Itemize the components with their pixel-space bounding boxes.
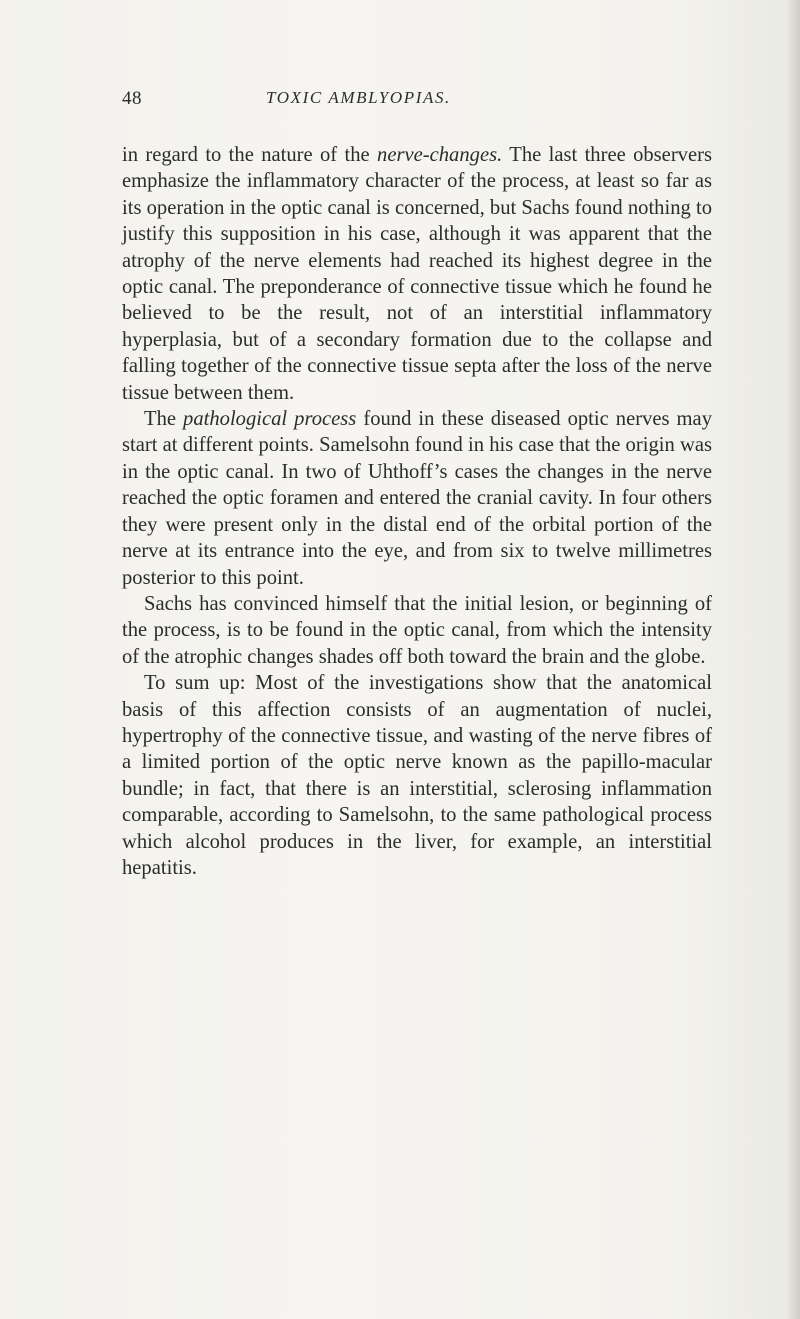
paragraph-2 xyxy=(122,406,712,591)
running-head xyxy=(0,88,800,112)
paragraph-1-italic: nerve-changes. xyxy=(377,144,503,166)
page-edge-shadow xyxy=(786,0,800,1319)
page-number: 48 xyxy=(122,88,142,109)
body-text xyxy=(122,142,712,881)
paragraph-2-lead: The xyxy=(144,408,184,431)
running-title: TOXIC AMBLYOPIAS. xyxy=(266,88,451,107)
paragraph-4: To sum up: Most of the investigations show that the anatomical basis of this affection consists of an augmentation of nuclei, hypertrophy of the connective tissue, and wasting of the nerve fibres of a limited portion of the optic nerve known as the papillo-macular bundle; in fact, that there is an interstitial, sclerosing inflammation comparable, according to Samelsohn, to the same pathological process which alcohol produces in the liver, for example, an interstitial hepatitis. xyxy=(122,672,712,879)
paragraph-1-lead: in regard to the nature of the xyxy=(122,144,378,166)
paragraph-1-rest: The last three observers emphasize the inflammatory character of the process, at least so far as its operation in the optic canal is concerned, but Sachs found nothing to justify this supposition in his case, although it was apparent that the atrophy of the nerve elements had reached its highest degree in the optic canal. The preponderance of connective tissue which he found he believed to be the result, not of an interstitial inflammatory hyperplasia, but of a secondary formation due to the collapse and falling together of the connective tissue septa after the loss of the nerve tissue between them. xyxy=(122,144,712,404)
paragraph-1 xyxy=(122,142,712,406)
paragraph-2-rest: found in these diseased optic nerves may start at different points. Samelsohn found in his case that the origin was in the optic canal. In two of Uhthoff’s cases the changes in the nerve reached the optic foramen and entered the cranial cavity. In four others they were present only in the distal end of the orbital portion of the nerve at its entrance into the eye, and from six to twelve millimetres posterior to this point. xyxy=(122,408,712,589)
paragraph-3: Sachs has convinced himself that the initial lesion, or beginning of the process, is to be found in the optic canal, from which the intensity of the atrophic changes shades off both toward the brain and the globe. xyxy=(122,592,712,668)
paragraph-2-italic: pathological process xyxy=(183,408,357,431)
